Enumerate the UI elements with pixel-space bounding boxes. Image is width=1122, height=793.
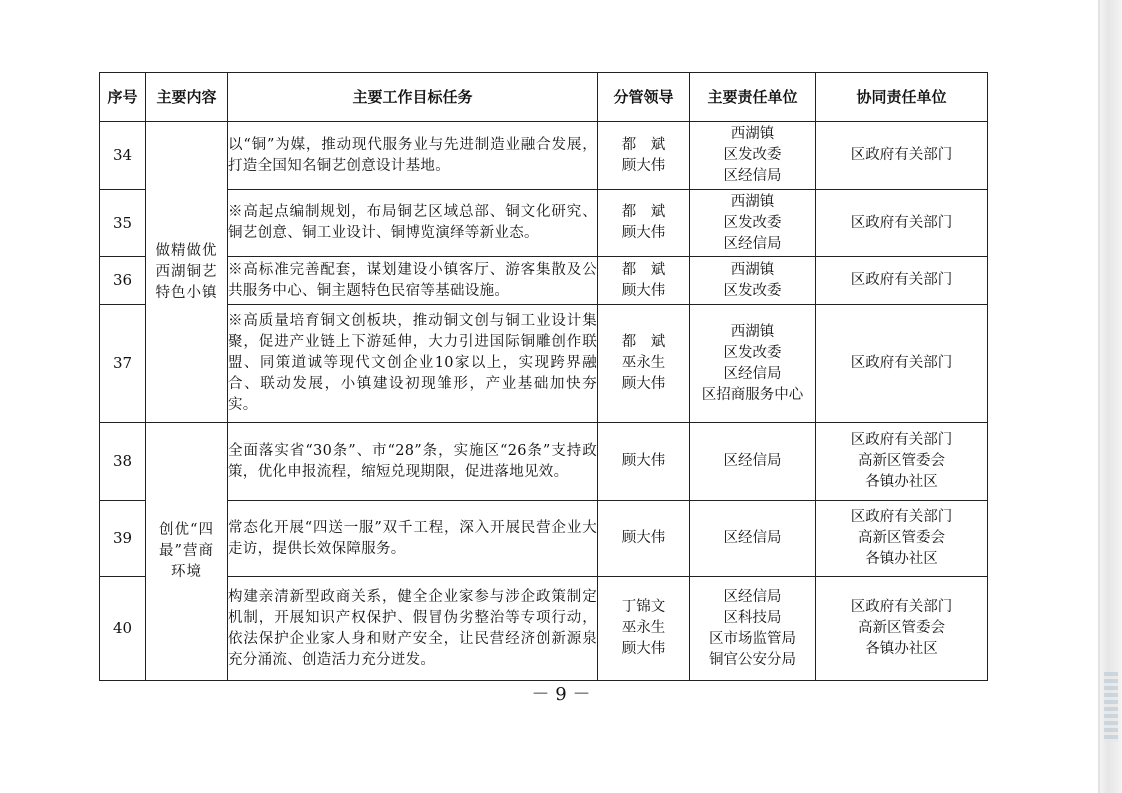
header-leader: 分管领导 xyxy=(598,73,690,122)
cooperating-unit: 区政府有关部门 xyxy=(850,509,953,525)
responsible-cell xyxy=(690,423,816,501)
row-index: 35 xyxy=(100,190,146,257)
responsible-unit: 区发改委 xyxy=(723,282,782,299)
leader-name: 巫永生 xyxy=(621,620,666,636)
leader-name: 顾大伟 xyxy=(621,282,666,299)
cooperating-unit: 各镇办社区 xyxy=(865,641,938,657)
leader-name: 顾大伟 xyxy=(621,453,666,469)
cooperating-cell xyxy=(816,501,988,577)
leader-name: 顾大伟 xyxy=(621,641,666,657)
responsible-unit: 区发改委 xyxy=(723,344,782,361)
responsible-unit: 区经信局 xyxy=(723,235,782,252)
content-group-copper-town xyxy=(146,122,228,423)
task-text: ※高质量培育铜文创板块，推动铜文创与铜工业设计集聚，促进产业链上下游延伸，大力引进国际铜雕创作联盟、同策道诚等现代文创企业10家以上，实现跨界融合、联动发展，小镇建设初现雏形，产业基础加快夯实。 xyxy=(228,305,598,423)
responsible-unit: 区经信局 xyxy=(723,168,782,184)
responsible-unit: 区经信局 xyxy=(723,365,782,382)
responsible-cell xyxy=(690,190,816,257)
responsible-unit: 区招商服务中心 xyxy=(701,386,804,403)
responsible-cell xyxy=(690,305,816,423)
leader-cell xyxy=(598,305,690,423)
row-index: 36 xyxy=(100,257,146,305)
table-row xyxy=(100,423,988,501)
cooperating-unit: 区政府有关部门 xyxy=(850,214,953,231)
header-content: 主要内容 xyxy=(146,73,228,122)
responsible-unit: 区发改委 xyxy=(723,147,782,163)
table-row xyxy=(100,190,988,257)
task-text: 常态化开展“四送一服”双千工程，深入开展民营企业大走访，提供长效保障服务。 xyxy=(228,501,598,577)
responsible-cell xyxy=(690,501,816,577)
cooperating-unit: 高新区管委会 xyxy=(858,620,945,636)
table-row xyxy=(100,501,988,577)
content-line: 创优“四 xyxy=(159,522,214,538)
responsible-cell xyxy=(690,122,816,190)
cooperating-cell xyxy=(816,305,988,423)
responsible-unit: 铜官公安分局 xyxy=(709,651,796,668)
responsible-unit: 区市场监管局 xyxy=(709,630,796,647)
cooperating-unit: 区政府有关部门 xyxy=(850,599,953,615)
task-text: ※高起点编制规划，布局铜艺区域总部、铜文化研究、铜艺创意、铜工业设计、铜博览演绎等新业态。 xyxy=(228,190,598,257)
content-line: 做精做优 xyxy=(155,242,218,259)
row-index: 38 xyxy=(100,423,146,501)
responsible-unit: 西湖镇 xyxy=(730,323,775,340)
row-index: 34 xyxy=(100,122,146,190)
leader-name: 丁锦文 xyxy=(621,599,666,615)
content-line: 最”营商 xyxy=(159,543,214,559)
row-index: 37 xyxy=(100,305,146,423)
table-header-row xyxy=(100,73,988,122)
header-cooperating: 协同责任单位 xyxy=(816,73,988,122)
table-row xyxy=(100,305,988,423)
cooperating-unit: 各镇办社区 xyxy=(865,551,938,567)
responsible-unit: 区经信局 xyxy=(723,588,782,605)
leader-name: 都 斌 xyxy=(621,136,666,153)
responsible-unit: 西湖镇 xyxy=(730,126,775,142)
cooperating-cell xyxy=(816,190,988,257)
leader-name: 都 斌 xyxy=(621,261,666,278)
cooperating-unit: 区政府有关部门 xyxy=(850,432,953,448)
responsible-cell xyxy=(690,577,816,681)
responsible-unit: 西湖镇 xyxy=(730,261,775,278)
responsible-unit: 区经信局 xyxy=(723,530,782,546)
row-index: 39 xyxy=(100,501,146,577)
leader-name: 顾大伟 xyxy=(621,530,666,546)
cooperating-unit: 区政府有关部门 xyxy=(850,272,953,288)
task-text: 以“铜”为媒，推动现代服务业与先进制造业融合发展，打造全国知名铜艺创意设计基地。 xyxy=(228,122,598,190)
leader-name: 顾大伟 xyxy=(621,225,666,241)
cooperating-cell xyxy=(816,423,988,501)
cooperating-cell xyxy=(816,122,988,190)
cooperating-cell xyxy=(816,257,988,305)
leader-name: 巫永生 xyxy=(621,355,666,371)
leader-cell xyxy=(598,190,690,257)
leader-name: 都 斌 xyxy=(621,334,666,350)
leader-name: 顾大伟 xyxy=(621,376,666,392)
table-row xyxy=(100,577,988,681)
header-responsible: 主要责任单位 xyxy=(690,73,816,122)
task-text: 构建亲清新型政商关系，健全企业家参与涉企政策制定机制，开展知识产权保护、假冒伪劣整治等专项行动，依法保护企业家人身和财产安全，让民营经济创新源泉充分涌流、创造活力充分迸发。 xyxy=(228,577,598,681)
header-task: 主要工作目标任务 xyxy=(228,73,598,122)
leader-cell xyxy=(598,122,690,190)
leader-cell xyxy=(598,501,690,577)
cooperating-unit: 区政府有关部门 xyxy=(850,355,953,371)
responsible-unit: 区经信局 xyxy=(723,453,782,469)
leader-cell xyxy=(598,423,690,501)
cooperating-unit: 各镇办社区 xyxy=(865,474,938,490)
row-index: 40 xyxy=(100,577,146,681)
content-line: 西湖铜艺 xyxy=(155,263,218,280)
cooperating-unit: 高新区管委会 xyxy=(858,453,945,469)
cooperating-unit: 高新区管委会 xyxy=(858,530,945,546)
leader-cell xyxy=(598,577,690,681)
task-table xyxy=(99,72,988,681)
responsible-unit: 区发改委 xyxy=(723,214,782,231)
leader-name: 顾大伟 xyxy=(621,157,666,174)
leader-name: 都 斌 xyxy=(621,204,666,220)
cooperating-unit: 区政府有关部门 xyxy=(850,147,953,163)
task-text: ※高标准完善配套，谋划建设小镇客厅、游客集散及公共服务中心、铜主题特色民宿等基础设施。 xyxy=(228,257,598,305)
responsible-unit: 区科技局 xyxy=(723,609,782,626)
table-row xyxy=(100,257,988,305)
responsible-cell xyxy=(690,257,816,305)
content-line: 环境 xyxy=(171,564,202,580)
responsible-unit: 西湖镇 xyxy=(730,193,775,210)
page-number: － 9 － xyxy=(531,684,591,705)
content-line: 特色小镇 xyxy=(155,284,218,301)
header-index: 序号 xyxy=(100,73,146,122)
task-text: 全面落实省“30条”、市“28”条，实施区“26条”支持政策，优化申报流程，缩短兑现期限，促进落地见效。 xyxy=(228,423,598,501)
leader-cell xyxy=(598,257,690,305)
cooperating-cell xyxy=(816,577,988,681)
table-row xyxy=(100,122,988,190)
content-group-business-environment xyxy=(146,423,228,681)
